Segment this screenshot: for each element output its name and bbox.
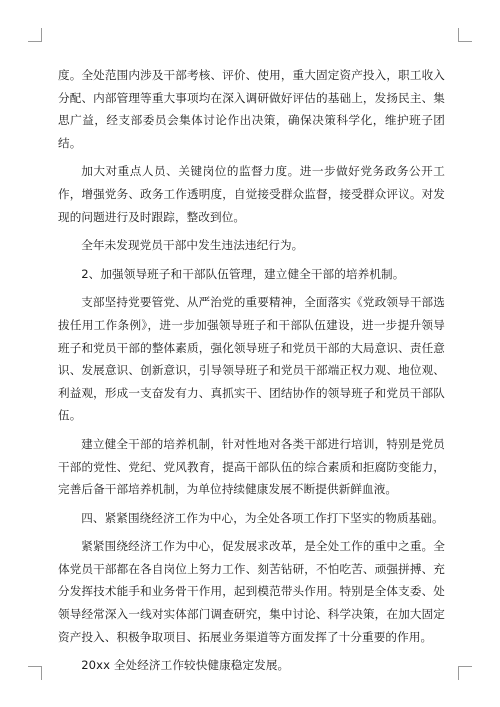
paragraph-2: 加大对重点人员、关键岗位的监督力度。进一步做好党务政务公开工作，增强党务、政务工作透明度，自觉接受群众监督，接受群众评议。对发现的问题进行及时跟踪，整改到位。: [58, 164, 445, 224]
document-body: [58, 64, 445, 683]
paragraph-4: 支部坚持党要管党、从严治党的重要精神，全面落实《党政领导干部选拔任用工作条例》，进一步加强领导班子和干部队伍建设，进一步提升领导班子和党员干部的整体素质，强化领导班子和党员干部的大局意识、责任意识、发展意识、创新意识，引导领导班子和党员干部端正权力观、地位观、利益观，形成一支奋发有力、真抓实干、团结协作的领导班子和党员干部队伍。: [58, 295, 445, 423]
crop-mark-bottom-left: [28, 666, 42, 680]
section-heading-2: 2、加强领导班子和干部队伍管理，建立健全干部的培养机制。: [81, 266, 405, 281]
paragraph-6: 紧紧围绕经济工作为中心，促发展求改革，是全处工作的重中之重。全体党员干部都在各自岗位上努力工作、刻苦钻研，不怕吃苦、顽强拼搏、充分发挥技术能手和业务骨干作用，起到模范带头作用。特别是全体支委、处领导经常深入一线对实体部门调查研究，集中讨论、科学决策，在加大固定资产投入、积极争取项目、拓展业务渠道等方面发挥了十分重要的作用。: [58, 539, 445, 644]
paragraph-5: 建立健全干部的培养机制，针对性地对各类干部进行培训，特别是党员干部的党性、党纪、党风教育，提高干部队伍的综合素质和拒腐防变能力，完善后备干部培养机制，为单位持续健康发展不断提供新鲜血液。: [58, 436, 445, 497]
section-heading-4: 四、紧紧围绕经济工作为中心，为全处各项工作打下坚实的物质基础。: [81, 510, 444, 525]
crop-mark-top-left: [28, 28, 42, 42]
paragraph-3: 全年未发现党员干部中发生违法违纪行为。: [81, 238, 304, 253]
crop-mark-bottom-right: [458, 666, 472, 680]
paragraph-1: 度。全处范围内涉及干部考核、评价、使用，重大固定资产投入，职工收入分配、内部管理等重大事项均在深入调研做好评估的基础上，发扬民主、集思广益，经支部委员会集体讨论作出决策，确保决策科学化，维护班子团结。: [58, 68, 445, 150]
paragraph-7: 20xx 全处经济工作较快健康稳定发展。: [81, 658, 290, 673]
crop-mark-top-right: [458, 28, 472, 42]
